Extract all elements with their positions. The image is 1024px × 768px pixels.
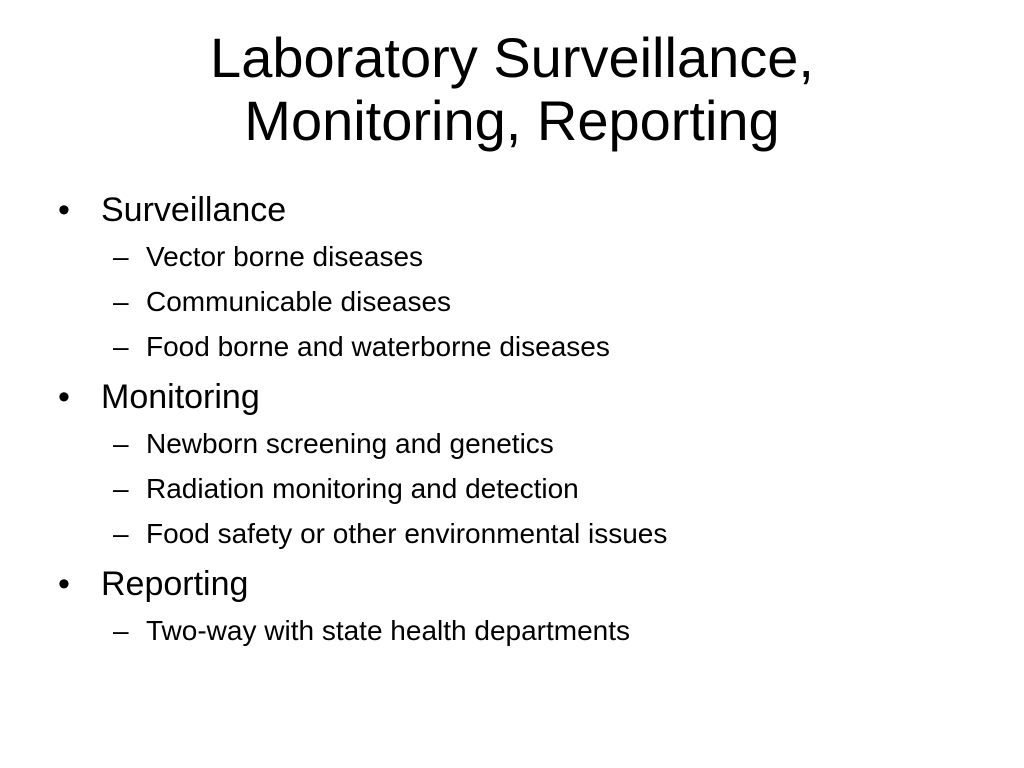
dash-marker: – (113, 428, 129, 459)
slide-title (0, 26, 1024, 152)
slide-title-line-2: Monitoring, Reporting (244, 89, 780, 152)
sub-list-surveillance (58, 238, 978, 365)
bullet-monitoring (58, 373, 978, 421)
bullet-reporting (58, 560, 978, 608)
sub-item-text: Vector borne diseases (146, 241, 424, 272)
sub-item-text: Newborn screening and genetics (146, 428, 554, 459)
bullet-marker: • (58, 565, 70, 603)
slide-body (58, 186, 978, 657)
slide-title-line-1: Laboratory Surveillance, (210, 26, 814, 89)
dash-marker: – (113, 518, 129, 549)
sub-item (58, 283, 978, 320)
sub-item (58, 612, 978, 649)
sub-list-container (58, 425, 978, 552)
sub-item (58, 425, 978, 462)
sub-list-reporting (58, 612, 978, 649)
sub-item (58, 328, 978, 365)
dash-marker: – (113, 241, 129, 272)
bullet-heading: Surveillance (101, 191, 287, 229)
sub-item (58, 470, 978, 507)
dash-marker: – (113, 331, 129, 362)
bullet-heading: Monitoring (101, 378, 260, 416)
bullet-marker: • (58, 191, 70, 229)
sub-item (58, 515, 978, 552)
dash-marker: – (113, 615, 129, 646)
sub-list-container (58, 238, 978, 365)
bullet-marker: • (58, 378, 70, 416)
sub-item-text: Two-way with state health departments (146, 615, 631, 646)
sub-item (58, 238, 978, 275)
sub-item-text: Radiation monitoring and detection (146, 473, 579, 504)
sub-item-text: Food safety or other environmental issues (146, 518, 668, 549)
sub-item-text: Communicable diseases (146, 286, 452, 317)
sub-list-container (58, 612, 978, 649)
sub-item-text: Food borne and waterborne diseases (146, 331, 610, 362)
sub-list-monitoring (58, 425, 978, 552)
bullet-heading: Reporting (101, 565, 249, 603)
dash-marker: – (113, 286, 129, 317)
dash-marker: – (113, 473, 129, 504)
bullet-surveillance (58, 186, 978, 234)
